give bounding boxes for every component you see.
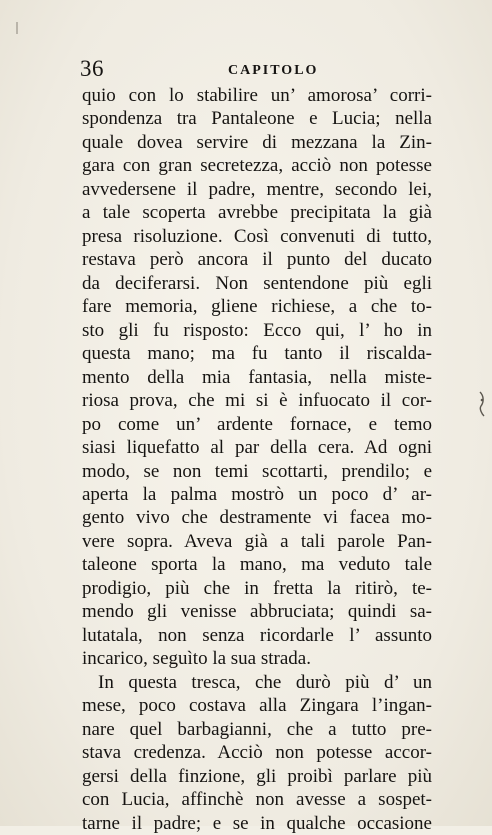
text-line: quio con lo stabilire un’ amorosa’ corri-: [82, 85, 432, 106]
text-line: incarico, seguìto la sua strada.: [82, 648, 311, 670]
text-line: mendo gli venisse abbruciata; quindi sa-: [82, 601, 432, 623]
chapter-label: CAPITOLO: [228, 63, 319, 78]
text-line: con Lucia, affinchè non avesse a sospet-: [82, 789, 432, 811]
text-line: a tale scoperta avrebbe precipitata la già: [82, 202, 432, 224]
text-line: modo, se non temi scottarti, prendilo; e: [82, 460, 432, 482]
text-line: mento della mia fantasia, nella miste-: [82, 366, 432, 388]
text-line: presa risoluzione. Così convenuti di tutto,: [82, 225, 432, 247]
text-line: riosa prova, che mi si è infuocato il cor-: [82, 390, 432, 412]
text-line: questa mano; ma fu tanto il riscalda-: [82, 343, 432, 365]
text-line: mese, poco costava alla Zingara l’ingan-: [82, 695, 432, 717]
text-line: stava credenza. Acciò non potesse accor-: [82, 742, 432, 764]
text-line: prodigio, più che in fretta la ritirò, te-: [82, 577, 432, 599]
running-head: [78, 56, 438, 82]
text-line: quale dovea servire di mezzana la Zin-: [82, 131, 432, 153]
ink-speck: [16, 22, 18, 34]
text-line: vere sopra. Aveva già a tali parole Pan-: [82, 530, 432, 552]
page-edge-mark: [478, 388, 486, 418]
text-line: da deciferarsi. Non sentendone più egli: [82, 272, 432, 294]
text-line: sto gli fu risposto: Ecco qui, l’ ho in: [82, 319, 432, 341]
text-line: restava però ancora il punto del ducato: [82, 249, 432, 271]
text-line: siasi liquefatto al par della cera. Ad ogni: [82, 437, 432, 459]
text-line: gara con gran secretezza, acciò non potesse: [82, 155, 432, 177]
text-line: In questa tresca, che durò più d’ un: [98, 671, 432, 693]
text-line: spondenza tra Pantaleone e Lucia; nella: [82, 108, 432, 130]
text-line: fare memoria, gliene richiese, a che to-: [82, 296, 432, 318]
text-line: aperta la palma mostrò un poco d’ ar-: [82, 483, 432, 505]
text-line: avvedersene il padre, mentre, secondo lei,: [82, 178, 432, 200]
text-line: lutatala, non senza ricordarle l’ assunto: [82, 624, 432, 646]
text-line: tarne il padre; e se in qualche occasione: [82, 812, 432, 834]
page-number: 36: [80, 56, 104, 81]
text-line: gento vivo che destramente vi facea mo-: [82, 507, 432, 529]
body-text: [82, 84, 432, 835]
text-line: po come un’ ardente fornace, e temo: [82, 413, 432, 435]
text-line: gersi della finzione, gli proibì parlare più: [82, 765, 432, 787]
text-line: nare quel barbagianni, che a tutto pre-: [82, 718, 432, 740]
text-line: taleone sporta la mano, ma veduto tale: [82, 554, 432, 576]
